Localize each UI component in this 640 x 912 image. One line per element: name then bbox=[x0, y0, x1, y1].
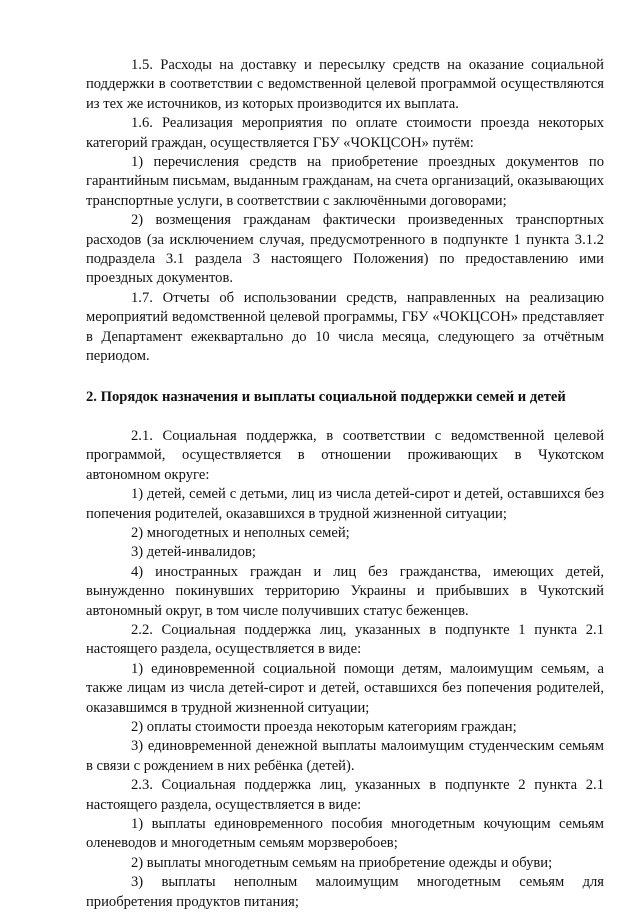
paragraph-1-6-item-2: 2) возмещения гражданам фактически произведенных транспортных расходов (за исключением случая, предусмотренного в подпункте 1 пункта 3.1.2 подраздела 3.1 раздела 3 настоящего Положения) по предоставлению ими проездных документов. bbox=[86, 212, 604, 287]
paragraph-1-6-item-1: 1) перечисления средств на приобретение проездных документов по гарантийным письмам, выданным гражданам, на счета организаций, оказывающих транспортные услуги, в соответствии с заключёнными договорами; bbox=[86, 154, 604, 209]
paragraph-2-2-item-3: 3) единовременной денежной выплаты малоимущим студенческим семьям в связи с рождением в них ребёнка (детей). bbox=[86, 738, 604, 774]
paragraph-2-1-item-2: 2) многодетных и неполных семей; bbox=[131, 524, 350, 541]
paragraph-2-2-item-1: 1) единовременной социальной помощи детям, малоимущим семьям, а также лицам из числа детей-сирот и детей, оставшихся без попечения родителей, оказавшимся в трудной жизненной ситуации; bbox=[86, 660, 604, 716]
paragraph-2-3-item-1: 1) выплаты единовременного пособия многодетным кочующим семьям оленеводов и многодетным семьям морзверобоев; bbox=[86, 816, 604, 852]
paragraph-2-2-item-2: 2) оплаты стоимости проезда некоторым категориям граждан; bbox=[131, 719, 517, 735]
paragraph-1-7: 1.7. Отчеты об использовании средств, направленных на реализацию мероприятий ведомственной целевой программы, ГБУ «ЧОКЦСОН» представляет в Департамент ежеквартально до 10 числа месяца, следующего за отчётным периодом. bbox=[86, 289, 604, 365]
paragraph-2-3: 2.3. Социальная поддержка лиц, указанных в подпункте 2 пункта 2.1 настоящего раздела, осуществляется в виде: bbox=[86, 777, 604, 813]
document-page bbox=[86, 56, 604, 912]
paragraph-1-6: 1.6. Реализация мероприятия по оплате стоимости проезда некоторых категорий граждан, осуществляется ГБУ «ЧОКЦСОН» путём: bbox=[86, 115, 604, 151]
paragraph-2-1-item-1: 1) детей, семей с детьми, лиц из числа детей-сирот и детей, оставшихся без попечения родителей, оказавшихся в трудной жизненной ситуации; bbox=[86, 486, 604, 522]
paragraph-1-5: 1.5. Расходы на доставку и пересылку средств на оказание социальной поддержки в соответствии с ведомственной целевой программой осуществляются из тех же источников, из которых производится их выплата. bbox=[86, 57, 604, 112]
paragraph-2-1-item-3: 3) детей-инвалидов; bbox=[131, 544, 256, 561]
paragraph-2-1-item-4: 4) иностранных граждан и лиц без гражданства, имеющих детей, вынужденно покинувших территорию Украины и прибывших в Чукотский автономный округ, в том числе получивших статус беженцев. bbox=[86, 563, 604, 619]
paragraph-2-1: 2.1. Социальная поддержка, в соответствии с ведомственной целевой программой, осуществляется в отношении проживающих в Чукотском автономном округе: bbox=[86, 427, 604, 483]
section-2-heading: 2. Порядок назначения и выплаты социальной поддержки семей и детей bbox=[86, 388, 566, 405]
paragraph-2-2: 2.2. Социальная поддержка лиц, указанных в подпункте 1 пункта 2.1 настоящего раздела, осуществляется в виде: bbox=[86, 621, 604, 658]
paragraph-2-3-item-2: 2) выплаты многодетным семьям на приобретение одежды и обуви; bbox=[131, 854, 553, 871]
paragraph-2-3-item-3: 3) выплаты неполным малоимущим многодетным семьям для приобретения продуктов питания; bbox=[86, 874, 604, 910]
